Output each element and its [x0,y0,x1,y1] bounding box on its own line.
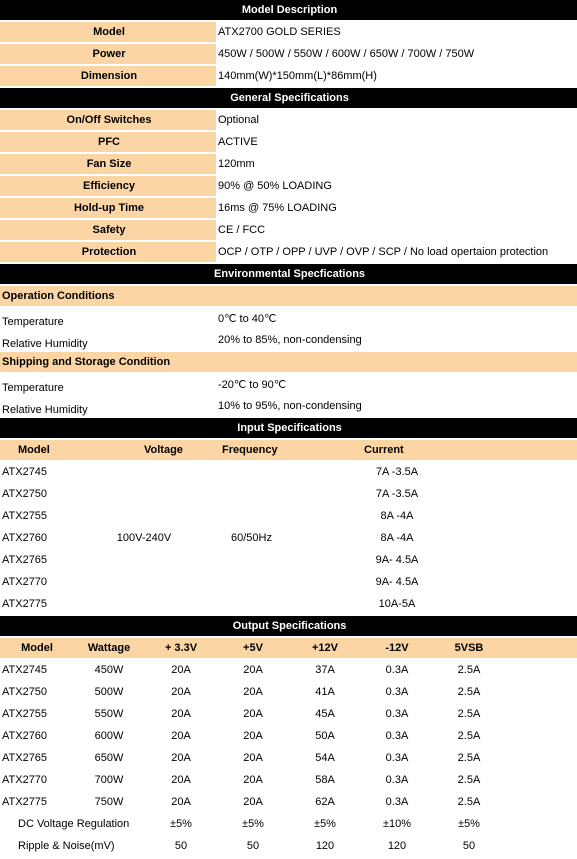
output-empty [504,792,577,814]
input-column-headers [0,440,577,462]
spec-label: Efficiency [0,176,216,198]
env-row [0,396,577,418]
output-value: 62A [288,792,360,814]
output-value: 2.5A [432,748,504,770]
section-title: Environmental Specfications [0,264,577,286]
output-regulation-value: ±5% [216,814,288,836]
input-model: ATX2775 [0,594,72,616]
input-current: 7A -3.5A [360,462,432,484]
spec-value: 450W / 500W / 550W / 600W / 650W / 700W / 750W [216,44,577,66]
env-label: Temperature [0,374,216,396]
output-empty [504,770,577,792]
output-value: 20A [144,660,216,682]
col-header: + 3.3V [144,638,216,660]
output-column-headers [0,638,577,660]
output-value: 550W [72,704,144,726]
section-title: Input Specifications [0,418,577,440]
env-row [0,330,577,352]
spec-value: ACTIVE [216,132,577,154]
output-value: 750W [72,792,144,814]
output-model: ATX2765 [0,748,72,770]
subsection-operation [0,286,577,308]
output-value: 20A [216,748,288,770]
output-value: 0.3A [360,792,432,814]
input-current: 9A- 4.5A [360,550,432,572]
output-empty [504,682,577,704]
output-value: 2.5A [432,770,504,792]
section-title: General Specifications [0,88,577,110]
output-value: 2.5A [432,704,504,726]
output-model: ATX2770 [0,770,72,792]
col-header: Wattage [72,638,144,660]
output-ripple-value: 120 [288,836,360,858]
spec-row [0,44,577,66]
col-header: Model [0,638,72,660]
spec-label: Safety [0,220,216,242]
output-ripple-row [0,836,577,858]
spec-row [0,110,577,132]
spec-row [0,220,577,242]
spec-value: 140mm(W)*150mm(L)*86mm(H) [216,66,577,88]
col-header-frequency: Frequency [216,440,360,462]
output-value: 20A [144,792,216,814]
input-model: ATX2750 [0,484,72,506]
spec-label: Power [0,44,216,66]
output-empty [504,748,577,770]
output-row [0,682,577,704]
input-empty [432,506,577,528]
output-value: 0.3A [360,660,432,682]
section-header-output [0,616,577,638]
output-value: 20A [144,748,216,770]
output-value: 20A [216,726,288,748]
spec-value: 120mm [216,154,577,176]
col-header-empty [504,638,577,660]
output-value: 2.5A [432,726,504,748]
subsection-title: Shipping and Storage Condition [0,352,577,374]
spec-row [0,154,577,176]
output-value: 0.3A [360,748,432,770]
output-value: 500W [72,682,144,704]
spec-value: OCP / OTP / OPP / UVP / OVP / SCP / No load opertaion protection [216,242,577,264]
output-value: 0.3A [360,726,432,748]
output-regulation-label: DC Voltage Regulation [0,814,144,836]
output-empty [504,704,577,726]
input-empty [432,484,577,506]
spec-row [0,176,577,198]
input-current: 8A -4A [360,506,432,528]
output-value: 2.5A [432,792,504,814]
input-current: 9A- 4.5A [360,572,432,594]
input-empty [432,528,577,550]
input-model: ATX2745 [0,462,72,484]
col-header-voltage: Voltage [144,440,216,462]
input-empty [432,550,577,572]
section-title: Output Specifications [0,616,577,638]
input-current: 8A -4A [360,528,432,550]
output-model: ATX2775 [0,792,72,814]
output-ripple-value: 50 [216,836,288,858]
spec-value: 16ms @ 75% LOADING [216,198,577,220]
output-empty [504,660,577,682]
output-value: 700W [72,770,144,792]
spec-row [0,198,577,220]
output-regulation-row [0,814,577,836]
spec-label: Dimension [0,66,216,88]
output-row [0,748,577,770]
spec-row [0,66,577,88]
output-value: 58A [288,770,360,792]
output-value: 0.3A [360,770,432,792]
input-voltage: 100V-240V [72,462,216,616]
input-empty [432,462,577,484]
section-title: Model Description [0,0,577,22]
output-value: 450W [72,660,144,682]
output-value: 20A [216,704,288,726]
output-model: ATX2760 [0,726,72,748]
env-row [0,308,577,330]
output-value: 50A [288,726,360,748]
spec-label: On/Off Switches [0,110,216,132]
output-regulation-value: ±10% [360,814,432,836]
output-row [0,660,577,682]
spec-value: CE / FCC [216,220,577,242]
env-value: 20% to 85%, non-condensing [216,330,577,352]
col-header: 5VSB [432,638,504,660]
input-empty [432,594,577,616]
env-label: Relative Humidity [0,396,216,418]
spec-row [0,22,577,44]
col-header-current: Current [360,440,577,462]
spec-label: Model [0,22,216,44]
spec-label: PFC [0,132,216,154]
spec-row [0,242,577,264]
spec-label: Hold-up Time [0,198,216,220]
output-ripple-value: 50 [144,836,216,858]
output-value: 2.5A [432,660,504,682]
env-value: 0℃ to 40℃ [216,308,577,330]
output-value: 20A [216,682,288,704]
output-value: 2.5A [432,682,504,704]
env-row [0,374,577,396]
spec-label: Protection [0,242,216,264]
output-model: ATX2745 [0,660,72,682]
output-row [0,792,577,814]
output-value: 20A [144,704,216,726]
input-row [0,462,577,484]
col-header: -12V [360,638,432,660]
output-empty [504,836,577,858]
env-value: 10% to 95%, non-condensing [216,396,577,418]
output-value: 0.3A [360,682,432,704]
output-value: 20A [144,682,216,704]
spec-value: ATX2700 GOLD SERIES [216,22,577,44]
spec-value: 90% @ 50% LOADING [216,176,577,198]
output-regulation-value: ±5% [144,814,216,836]
section-header-input [0,418,577,440]
input-model: ATX2760 [0,528,72,550]
output-regulation-value: ±5% [432,814,504,836]
output-value: 20A [216,792,288,814]
output-empty [504,726,577,748]
output-row [0,770,577,792]
env-value: -20℃ to 90℃ [216,374,577,396]
output-regulation-value: ±5% [288,814,360,836]
section-header-model-description [0,0,577,22]
spec-label: Fan Size [0,154,216,176]
output-row [0,726,577,748]
output-value: 54A [288,748,360,770]
output-value: 0.3A [360,704,432,726]
input-model: ATX2765 [0,550,72,572]
subsection-shipping [0,352,577,374]
input-current: 7A -3.5A [360,484,432,506]
input-model: ATX2755 [0,506,72,528]
output-model: ATX2750 [0,682,72,704]
output-value: 37A [288,660,360,682]
input-current: 10A-5A [360,594,432,616]
output-value: 20A [216,660,288,682]
output-value: 45A [288,704,360,726]
section-header-environmental [0,264,577,286]
output-value: 20A [144,770,216,792]
output-ripple-value: 50 [432,836,504,858]
input-frequency: 60/50Hz [216,462,360,616]
env-label: Relative Humidity [0,330,216,352]
col-header-model: Model [0,440,144,462]
output-empty [504,814,577,836]
output-value: 650W [72,748,144,770]
output-value: 20A [216,770,288,792]
spec-row [0,132,577,154]
col-header: +5V [216,638,288,660]
output-ripple-label: Ripple & Noise(mV) [0,836,144,858]
output-model: ATX2755 [0,704,72,726]
output-value: 600W [72,726,144,748]
section-header-general [0,88,577,110]
input-empty [432,572,577,594]
spec-value: Optional [216,110,577,132]
output-value: 41A [288,682,360,704]
output-value: 20A [144,726,216,748]
env-label: Temperature [0,308,216,330]
output-row [0,704,577,726]
subsection-title: Operation Conditions [0,286,577,308]
input-model: ATX2770 [0,572,72,594]
output-ripple-value: 120 [360,836,432,858]
col-header: +12V [288,638,360,660]
